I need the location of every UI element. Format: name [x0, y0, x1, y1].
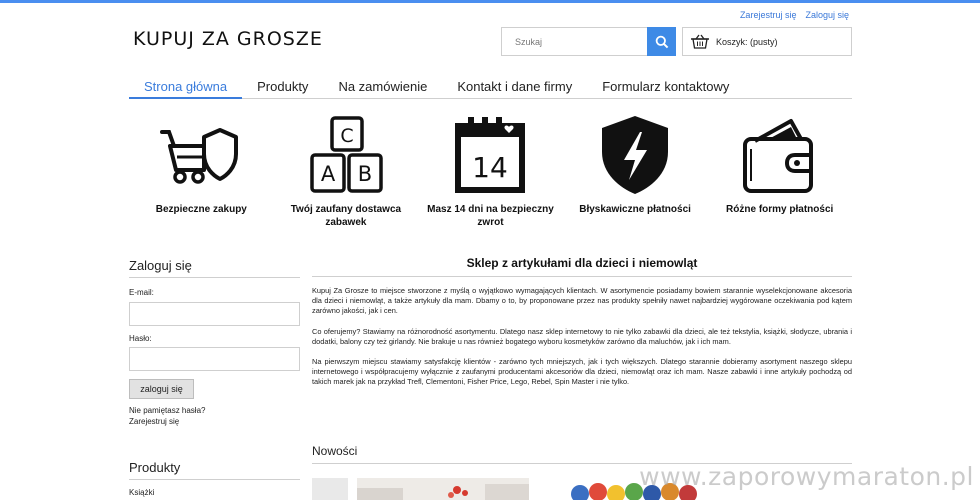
- room-decal-image: [357, 478, 529, 500]
- products-title: Produkty: [129, 460, 181, 475]
- search-icon: [655, 35, 669, 49]
- search-bar: [501, 27, 676, 56]
- divider: [129, 479, 300, 480]
- forgot-password-link[interactable]: Nie pamiętasz hasła?: [129, 406, 206, 415]
- divider: [129, 277, 300, 278]
- article-paragraph: Kupuj Za Grosze to miejsce stworzone z myślą o wyjątkowo wymagających klientach. W asortymencie posiadamy bowiem starannie wyselekcjonowane akcesoria dla dzieci i niemowląt, a także artykuły dla mam. Dbamy o to, by proponowane przez nas produkty spełniły nawet najbardziej wygórowane oczekiwania pod kątem zarówno jakości, jak i cen.: [312, 286, 852, 316]
- password-field[interactable]: [129, 347, 300, 371]
- article-paragraph: Na pierwszym miejscu stawiamy satysfakcję klientów - zarówno tych mniejszych, jak i tych większych. Dlatego starannie dobieramy asortyment naszego sklepu internetowego i współpracujemy wyłącznie z zaufanymi producentami akcesoriów dla dzieci, niemowląt oraz ich mam. Nasze zabawki i inne artykuły pochodzą od takich marek jak na przykład Trefl, Clementoni, Fisher Price, Lego, Rebel, Spin Master i nie tylko.: [312, 357, 852, 387]
- nav-item-on-order[interactable]: Na zamówienie: [338, 79, 428, 94]
- intro-article: [312, 286, 852, 398]
- login-button[interactable]: zaloguj się: [129, 379, 194, 399]
- cart-shield-icon: [160, 113, 242, 197]
- cart-label: Koszyk: (pusty): [716, 36, 778, 47]
- account-links: [740, 10, 849, 20]
- cart-widget[interactable]: [682, 27, 852, 56]
- feature-payment-methods: [707, 113, 852, 229]
- feature-trusted-supplier: [274, 113, 419, 229]
- feature-secure-shopping: [129, 113, 274, 229]
- feature-label: Twój zaufany dostawca zabawek: [290, 204, 402, 228]
- lightning-shield-icon: [598, 113, 672, 197]
- watermark: www.zaporowymaraton.pl: [639, 462, 974, 491]
- site-logo[interactable]: KUPUJ ZA GROSZE: [133, 28, 323, 50]
- wallet-icon: [739, 113, 821, 197]
- svg-text:B: B: [357, 162, 373, 186]
- abc-blocks-icon: [305, 113, 387, 197]
- feature-label: Błyskawiczne płatności: [579, 204, 691, 215]
- nav-item-products[interactable]: Produkty: [257, 79, 309, 94]
- svg-text:A: A: [320, 162, 336, 186]
- svg-text:C: C: [340, 125, 354, 147]
- login-link[interactable]: Zaloguj się: [805, 10, 849, 20]
- product-thumbnail[interactable]: [357, 478, 529, 500]
- news-section-title: Nowości: [312, 444, 358, 458]
- category-link-books[interactable]: Książki: [129, 488, 155, 497]
- password-label: Hasło:: [129, 334, 152, 343]
- sidebar-register-link[interactable]: Zarejestruj się: [129, 417, 180, 426]
- nav-item-contact[interactable]: Kontakt i dane firmy: [457, 79, 573, 94]
- nav-item-contact-form[interactable]: Formularz kontaktowy: [602, 79, 730, 94]
- calendar-14-icon: [452, 113, 528, 197]
- feature-label: Różne formy płatności: [726, 204, 834, 215]
- email-label: E-mail:: [129, 288, 154, 297]
- product-thumbnail[interactable]: [312, 478, 348, 500]
- article-paragraph: Co oferujemy? Stawiamy na różnorodność asortymentu. Dlatego nasz sklep internetowy to nie tylko zabawki dla dzieci, ale też tekstylia, książki, słodycze, ubrania i dodatki, balony czy też girlandy. Nie brakuje u nas również bogatego wyboru kosmetyków zarówno dla maluchów, jak i ich mam.: [312, 326, 852, 346]
- search-input[interactable]: [501, 27, 647, 56]
- page-title: Sklep z artykułami dla dzieci i niemowląt: [466, 256, 698, 270]
- feature-14-day-return: [418, 113, 563, 229]
- divider: [312, 276, 852, 277]
- search-button[interactable]: [647, 27, 676, 56]
- feature-strip: [129, 113, 852, 229]
- main-nav: [129, 79, 852, 99]
- nav-item-home[interactable]: Strona główna: [129, 79, 242, 99]
- feature-fast-payments: [563, 113, 708, 229]
- svg-text:14: 14: [472, 151, 509, 184]
- feature-label: Masz 14 dni na bezpieczny zwrot: [427, 204, 554, 228]
- email-field[interactable]: [129, 302, 300, 326]
- register-link[interactable]: Zarejestruj się: [739, 10, 797, 20]
- top-accent-bar: [0, 0, 980, 3]
- login-title: Zaloguj się: [129, 258, 192, 273]
- basket-icon: [690, 34, 710, 50]
- feature-label: Bezpieczne zakupy: [155, 204, 247, 215]
